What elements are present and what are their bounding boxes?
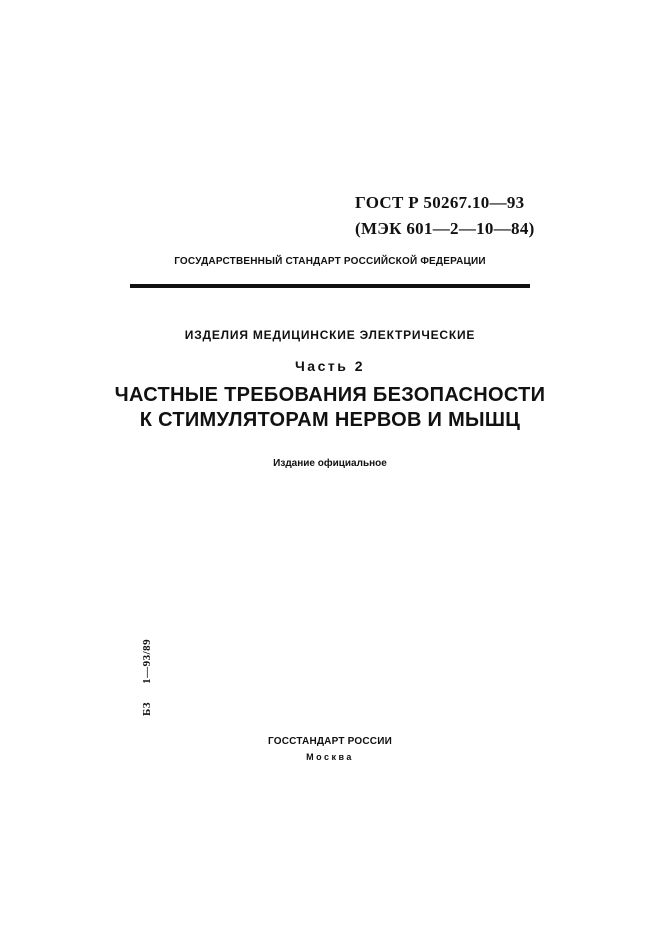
state-standard-heading: ГОСУДАРСТВЕННЫЙ СТАНДАРТ РОССИЙСКОЙ ФЕДЕРАЦИИ [174,256,486,267]
title-line-2: К СТИМУЛЯТОРАМ НЕРВОВ И МЫШЦ [139,409,521,431]
document-title [100,383,560,433]
standard-designation [355,190,535,242]
edition-note: Издание официальное [273,458,387,469]
subject-heading: ИЗДЕЛИЯ МЕДИЦИНСКИЕ ЭЛЕКТРИЧЕСКИЕ [184,328,476,342]
title-line-1: ЧАСТНЫЕ ТРЕБОВАНИЯ БЕЗОПАСНОСТИ [114,384,546,406]
horizontal-rule [130,284,530,288]
side-code-number: 1—93/89 [141,638,153,684]
side-code-prefix: БЗ [141,701,153,716]
publisher: ГОССТАНДАРТ РОССИИ [268,736,392,747]
publication-city: Москва [306,752,354,762]
standard-number: ГОСТ Р 50267.10—93 [355,193,525,212]
iec-number: (МЭК 601—2—10—84) [355,219,535,238]
side-publication-code [141,639,153,716]
part-label: Часть 2 [294,358,366,374]
